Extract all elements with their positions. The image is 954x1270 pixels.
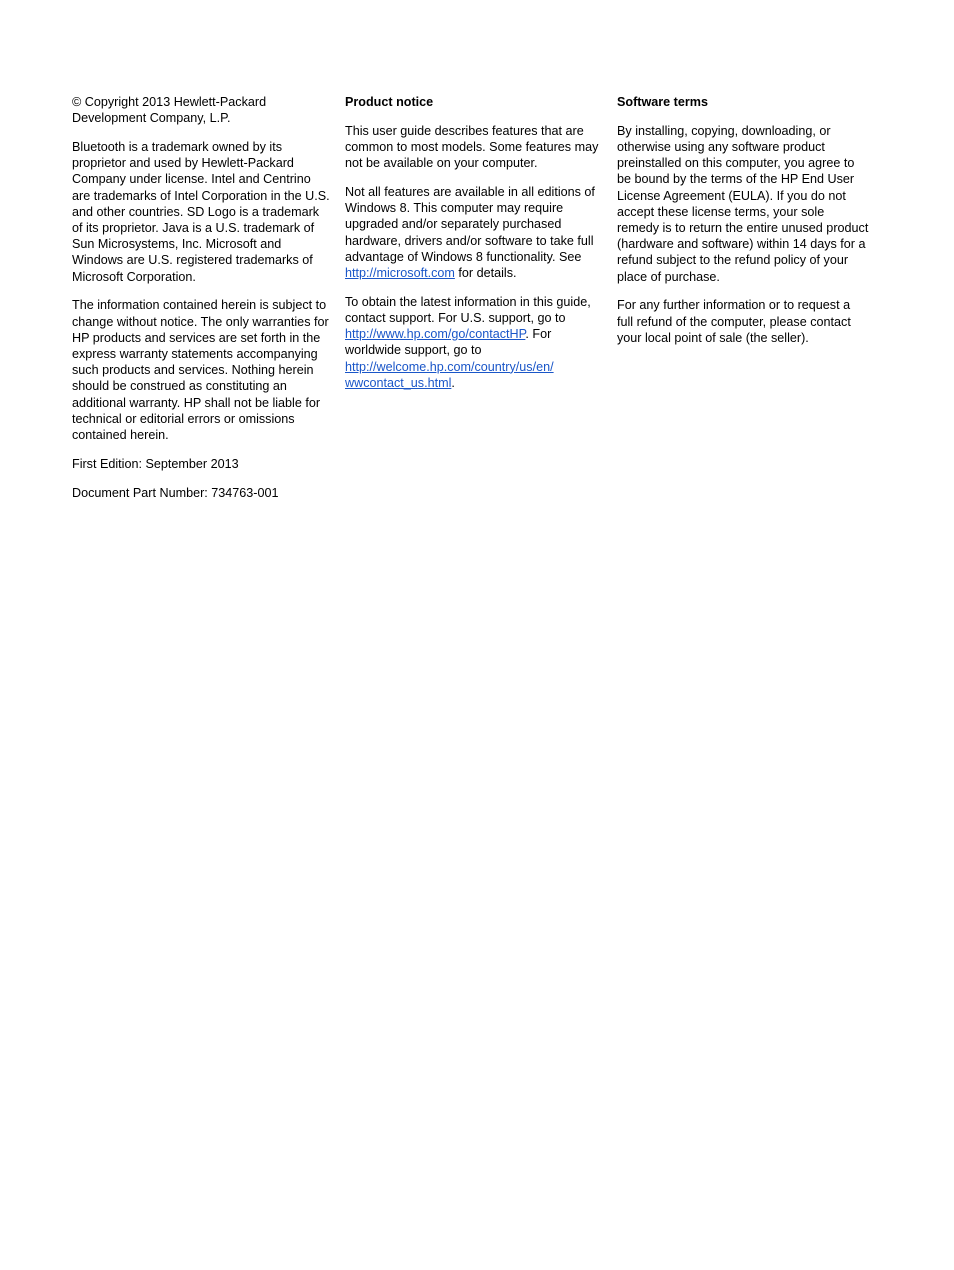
product-notice-heading: Product notice [345, 95, 434, 109]
part-number-line: Document Part Number: 734763-001 [72, 485, 279, 500]
disclaimer-paragraph: The information contained herein is subject to change without notice. The only warranties for HP products and services are set forth in the express warranty statements accompanying such products and services. Nothing herein should be construed as constituting an additional warranty. HP shall not be liable for technical or editorial errors or omissions contained herein. [72, 298, 329, 443]
software-terms-paragraph-2: For any further information or to request a full refund of the computer, please contact your local point of sale (the seller). [617, 298, 851, 345]
paragraph-text: for details. [454, 266, 517, 281]
copyright-statement: © Copyright 2013 Hewlett-Packard Development Company, L.P. [72, 95, 267, 126]
product-notice-paragraph-1: This user guide describes features that are common to most models. Some features may not be available on your computer. [345, 123, 599, 171]
software-terms-column [617, 94, 869, 359]
worldwide-support-link-part-2[interactable]: wwcontact_us.html [345, 375, 452, 390]
software-terms-paragraph-1: By installing, copying, downloading, or otherwise using any software product preinstalled on this computer, you agree to be bound by the terms of the HP End User License Agreement (EULA). If you do not accept these license terms, your sole remedy is to return the entire unused product (hardware and software) within 14 days for a refund subject to the refund policy of your place of purchase. [617, 123, 869, 284]
software-terms-heading: Software terms [617, 95, 708, 109]
worldwide-support-link-part-1[interactable]: http://welcome.hp.com/country/us/en/ [345, 359, 554, 374]
paragraph-text: . [451, 375, 455, 390]
product-notice-paragraph-3 [345, 294, 599, 391]
paragraph-text: To obtain the latest information in this guide, contact support. For U.S. support, go to [345, 294, 591, 326]
paragraph-text: Not all features are available in all editions of Windows 8. This computer may require upgraded and/or separately purchased hardware, drivers and/or software to take full advantage of Windows 8 functionality. See [345, 185, 595, 264]
paragraph-text: . For worldwide support, go to [345, 327, 552, 358]
contact-hp-link[interactable]: http://www.hp.com/go/contactHP [345, 327, 526, 342]
trademarks-paragraph: Bluetooth is a trademark owned by its proprietor and used by Hewlett-Packard Company under license. Intel and Centrino are trademarks of Intel Corporation in the U.S. and other countries. SD Logo is a trademark of its proprietor. Java is a U.S. trademark of Sun Microsystems, Inc. Microsoft and Windows are U.S. registered trademarks of Microsoft Corporation. [72, 140, 330, 284]
microsoft-link[interactable]: http://microsoft.com [345, 266, 455, 281]
product-notice-column [345, 94, 599, 404]
copyright-column [72, 94, 330, 513]
edition-line: First Edition: September 2013 [72, 456, 239, 471]
product-notice-paragraph-2 [345, 184, 599, 281]
